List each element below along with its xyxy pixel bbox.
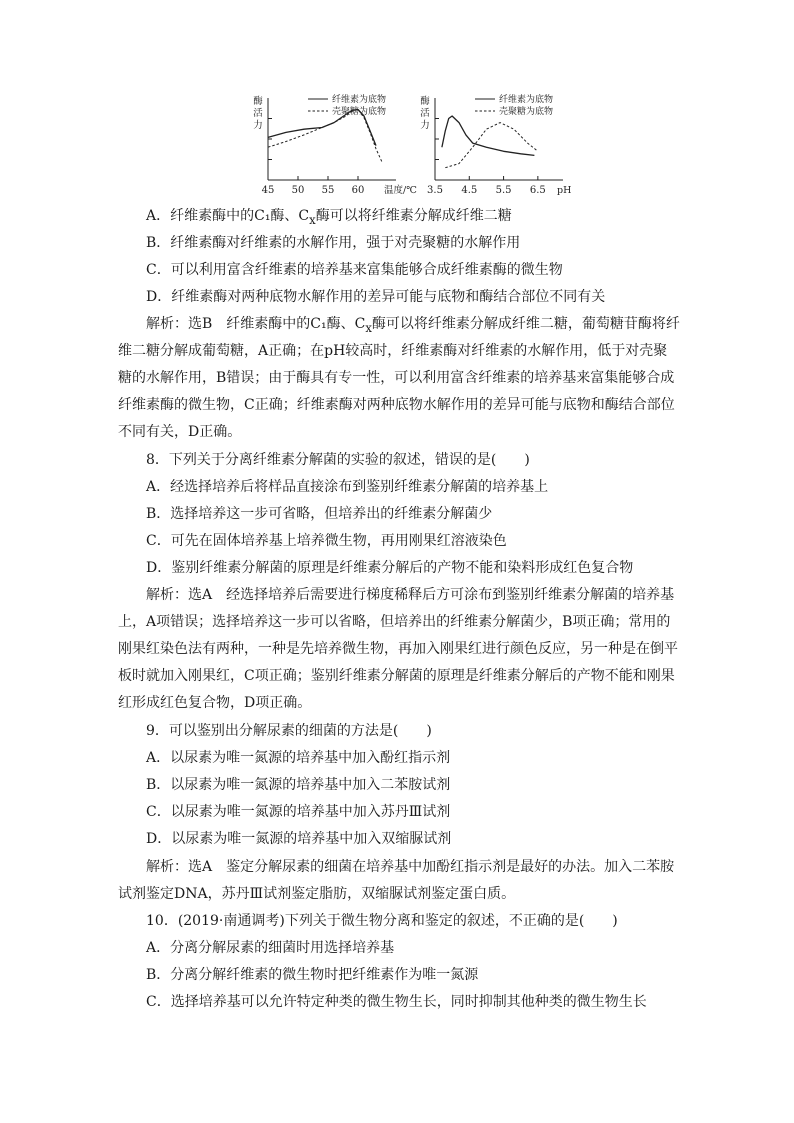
text-line: B．纤维素酶对纤维素的水解作用，强于对壳聚糖的水解作用: [146, 235, 521, 251]
chart-panel-1: [253, 93, 417, 196]
text-line: 板时就加入刚果红，C项正确；鉴别纤维素分解菌的原理是纤维素分解后的产物不能和刚果: [118, 668, 675, 684]
series-line-1: [442, 116, 535, 155]
text-line: C．可先在固体培养基上培养微生物，再用刚果红溶液染色: [146, 533, 507, 549]
legend-label: 纤维素为底物: [332, 95, 387, 105]
text-line: 纤维素酶的微生物，C正确；纤维素酶对两种底物水解作用的差异可能与底物和酶结合部位: [118, 397, 675, 413]
x-tick-label: 45: [261, 185, 275, 196]
text-line: A．纤维素酶中的C₁酶、$C_x$酶可以将纤维素分解成纤维二糖: [146, 208, 512, 227]
x-tick-label: 50: [291, 185, 305, 196]
text-line: B．选择培养这一步可省略，但培养出的纤维素分解菌少: [146, 506, 493, 522]
text-line: 解析：选B 纤维素酶中的C₁酶、$C_x$酶可以将纤维素分解成纤维二糖，葡萄糖苷酶将纤: [146, 316, 680, 335]
y-axis-label: 酶活力: [420, 96, 430, 131]
text-line: C．以尿素为唯一氮源的培养基中加入苏丹Ⅲ试剂: [146, 804, 451, 820]
x-tick-label: 6.5: [529, 185, 546, 196]
text-line: C．可以利用富含纤维素的培养基来富集能够合成纤维素酶的微生物: [146, 262, 563, 278]
text-line: 10．(2019·南通调考)下列关于微生物分离和鉴定的叙述，不正确的是( ): [146, 913, 618, 929]
chart-panel-2: [420, 93, 571, 196]
x-tick-label: 55: [321, 185, 335, 196]
text-line: 试剂鉴定DNA，苏丹Ⅲ试剂鉴定脂肪，双缩脲试剂鉴定蛋白质。: [118, 886, 516, 902]
text-line: 糖的水解作用，B错误；由于酶具有专一性，可以利用富含纤维素的培养基来富集能够合成: [118, 370, 675, 386]
x-tick-label: 4.5: [461, 185, 478, 196]
text-line: 解析：选A 经选择培养后需要进行梯度稀释后方可涂布到鉴别纤维素分解菌的培养基: [146, 587, 675, 603]
text-line: A．经选择培养后将样品直接涂布到鉴别纤维素分解菌的培养基上: [146, 479, 549, 495]
text-line: D．以尿素为唯一氮源的培养基中加入双缩脲试剂: [146, 831, 452, 847]
text-line: C．选择培养基可以允许特定种类的微生物生长，同时抑制其他种类的微生物生长: [146, 994, 647, 1010]
text-line: D．纤维素酶对两种底物水解作用的差异可能与底物和酶结合部位不同有关: [146, 289, 606, 305]
text-line: A．分离分解尿素的细菌时用选择培养基: [146, 940, 395, 956]
x-axis-label: pH: [557, 185, 572, 196]
text-line: 不同有关，D正确。: [118, 424, 242, 440]
y-axis-label: 酶活力: [253, 96, 263, 131]
text-line: 红形成红色复合物，D项正确。: [118, 695, 312, 711]
x-tick-label: 60: [351, 185, 365, 196]
legend-label: 壳聚糖为底物: [499, 107, 554, 117]
text-line: 解析：选A 鉴定分解尿素的细菌在培养基中加酚红指示剂是最好的办法。加入二苯胺: [146, 859, 675, 875]
text-line: 维二糖分解成葡萄糖，A正确；在pH较高时，纤维素酶对纤维素的水解作用，低于对壳聚: [118, 343, 668, 359]
text-line: 上，A项错误；选择培养这一步可以省略，但培养出的纤维素分解菌少，B项正确；常用的: [118, 614, 671, 630]
text-line: 刚果红染色法有两种，一种是先培养微生物，再加入刚果红进行颜色反应，另一种是在倒平: [118, 641, 678, 657]
text-line: 9．可以鉴别出分解尿素的细菌的方法是( ): [146, 723, 432, 739]
text-line: D．鉴别纤维素分解菌的原理是纤维素分解后的产物不能和染料形成红色复合物: [146, 560, 634, 576]
legend-label: 壳聚糖为底物: [332, 107, 387, 117]
figure: [250, 92, 580, 200]
enzyme-activity-charts: [250, 92, 580, 200]
text-line: B．以尿素为唯一氮源的培养基中加入二苯胺试剂: [146, 777, 451, 793]
legend-label: 纤维素为底物: [499, 95, 554, 105]
text-line: A．以尿素为唯一氮源的培养基中加入酚红指示剂: [146, 750, 451, 766]
text-line: 8．下列关于分离纤维素分解菌的实验的叙述，错误的是( ): [146, 452, 530, 468]
x-tick-label: 5.5: [495, 185, 512, 196]
text-line: B．分离分解纤维素的微生物时把纤维素作为唯一氮源: [146, 967, 479, 983]
series-line-2: [445, 123, 538, 168]
x-axis-label: 温度/℃: [384, 185, 417, 196]
x-tick-label: 3.5: [427, 185, 443, 196]
